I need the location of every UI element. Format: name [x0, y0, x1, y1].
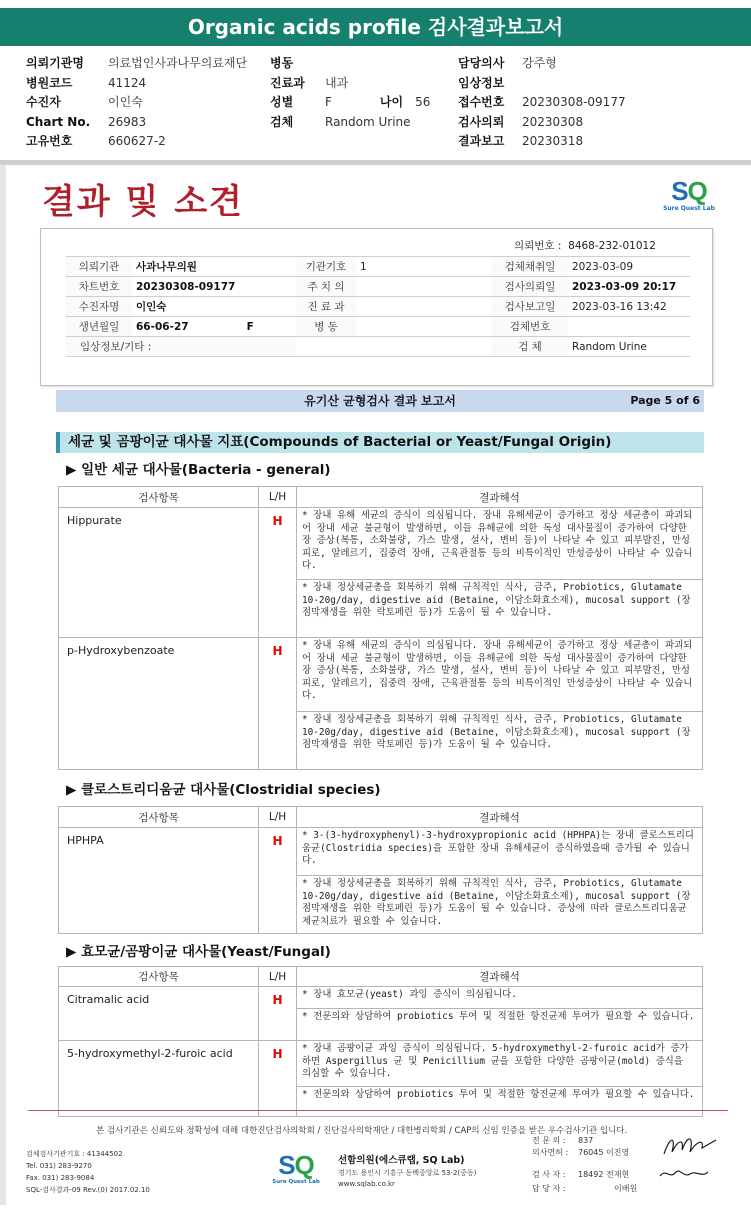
- info-value-empty: [296, 337, 492, 357]
- footer-signers: [532, 1135, 637, 1195]
- info-value: [356, 277, 492, 297]
- hdr-label: 결과보고: [458, 134, 505, 148]
- header-col3: [458, 54, 626, 152]
- logo-letter-s: S: [671, 176, 688, 206]
- info-value: [356, 317, 492, 337]
- page-rail: [0, 165, 6, 1205]
- hdr-value: 강주형: [522, 56, 557, 70]
- hdr-value: F: [325, 95, 332, 109]
- info-value: [132, 317, 296, 337]
- hdr-value: Random Urine: [325, 114, 411, 129]
- info-key: 검체번호: [492, 317, 568, 337]
- lh-flag: H: [259, 638, 297, 770]
- signer-label: 전 문 의 :: [532, 1136, 566, 1145]
- info-value: 2023-03-16 13:42: [568, 297, 690, 317]
- signer-label: 검 사 자 :: [532, 1170, 566, 1179]
- interpretation: * 장내 유해 세균의 증식이 의심됩니다. 장내 유해세균이 증가하고 정상 세균총이 파괴되어 장내 세균 불균형이 발생하면, 이들 유해균에 의한 독성 대사물질이 증가하여 다양한 장 증상(복통, 소화불량, 가스 발생, 설사, 변비 등)이 나타날 수 있고 피부발진, 만성피로, 알레르기, 집중력 장애, 근육관절통 등의 비특이적인 만성증상이 나타날 수 있습니다.: [297, 508, 703, 580]
- group-title: ▶ 효모균/곰팡이균 대사물(Yeast/Fungal): [66, 944, 331, 960]
- info-row: [66, 297, 690, 317]
- birthdate: 66-06-27: [136, 320, 189, 333]
- col-header: 결과해석: [297, 487, 703, 508]
- info-value: 2023-03-09: [568, 257, 690, 277]
- result-table: [58, 806, 703, 934]
- hdr-label: 고유번호: [26, 134, 73, 148]
- info-key: 검 체: [492, 337, 568, 357]
- fax: Fax. 031) 283-9084: [26, 1174, 95, 1182]
- table-row: [59, 828, 703, 876]
- hdr-value: 41124: [108, 75, 147, 90]
- recommendation: * 장내 정상세균총을 회복하기 위해 규칙적인 식사, 금주, Probiotics, Glutamate 10-20g/day, digestive aid (Betaine, 이담소화효소제), mucosal support (장점막재생을 위한 락토페린 등)가 도움이 될 수 있습니다.: [297, 580, 703, 638]
- info-value: 이인숙: [132, 297, 296, 317]
- page-bar: [56, 390, 704, 412]
- info-key: 차트번호: [66, 277, 132, 297]
- table-header-row: [59, 967, 703, 987]
- info-key: 검사의뢰일: [492, 277, 568, 297]
- patient-info-table: [66, 256, 690, 357]
- page-indicator: Page 5 of 6: [630, 394, 700, 407]
- hdr-label: 담당의사: [458, 56, 505, 70]
- org-address: 경기도 용인시 기흥구 동백중앙로 53-2(중동): [338, 1169, 477, 1177]
- lh-flag: H: [259, 1041, 297, 1117]
- hdr-label: 접수번호: [458, 95, 505, 109]
- signature-doctor: [660, 1130, 720, 1162]
- hdr-value: 의료법인사과나무의료재단: [108, 56, 248, 70]
- test-item: Hippurate: [59, 508, 259, 638]
- section-title: 결과 및 소견: [42, 182, 244, 222]
- table-header-row: [59, 807, 703, 828]
- lh-flag: H: [259, 828, 297, 934]
- test-item: p-Hydroxybenzoate: [59, 638, 259, 770]
- recommendation: * 전문의와 상담하여 probiotics 투여 및 적절한 항진균제 투여가 필요할 수 있습니다.: [297, 1087, 703, 1117]
- info-value: [356, 297, 492, 317]
- hdr-label: Chart No.: [26, 114, 91, 129]
- interpretation: * 장내 곰팡이균 과잉 증식이 의심됩니다. 5-hydroxymethyl-2-furoic acid가 증가하면 Aspergillus 균 및 Penicillium 균을 포함한 다양한 곰팡이균(mold) 증식을 의심할 수 있습니다.: [297, 1041, 703, 1087]
- footer-divider: [28, 1110, 728, 1111]
- signer-value: 76045 이진영: [578, 1148, 630, 1157]
- hdr-label: 의뢰기관명: [26, 56, 84, 70]
- age-value: 56: [415, 95, 431, 109]
- category-title: 세균 및 곰팡이균 대사물 지표(Compounds of Bacterial or Yeast/Fungal Origin): [56, 432, 704, 453]
- report-title: Organic acids profile 검사결과보고서: [0, 8, 751, 46]
- col-header: L/H: [259, 807, 297, 828]
- table-header-row: [59, 487, 703, 508]
- info-value: 사과나무의원: [132, 257, 296, 277]
- result-table: [58, 486, 703, 770]
- request-number-value: 8468-232-01012: [568, 240, 656, 252]
- hdr-label: 진료과: [270, 75, 305, 90]
- col-header: L/H: [259, 967, 297, 987]
- signer-value: 837: [578, 1136, 594, 1145]
- hdr-label: 검체: [270, 114, 294, 129]
- sq-logo: [662, 178, 716, 218]
- hdr-value: 내과: [325, 75, 349, 90]
- info-row: [66, 257, 690, 277]
- footer-contact: [26, 1148, 150, 1196]
- lh-flag: H: [259, 508, 297, 638]
- form-revision: SQL-검사결과-09 Rev.(0) 2017.02.10: [26, 1186, 150, 1194]
- institution-code: 검체검사기관기호 : 41344502: [26, 1150, 123, 1158]
- signer-label: 담 당 자 :: [532, 1184, 566, 1193]
- table-row: [59, 638, 703, 712]
- org-website: www.sqlab.co.kr: [338, 1180, 395, 1188]
- info-row: [66, 317, 690, 337]
- signer-value: 이배원: [614, 1184, 638, 1193]
- request-number-label: 의뢰번호 :: [514, 240, 562, 252]
- info-key: 기관기호: [296, 257, 356, 277]
- hdr-value: 20230308: [522, 114, 584, 129]
- group-title: ▶ 클로스트리디움균 대사물(Clostridial species): [66, 782, 381, 798]
- info-value: [568, 317, 690, 337]
- lh-flag: H: [259, 987, 297, 1041]
- hdr-value: 660627-2: [108, 134, 166, 148]
- hdr-label: 병원코드: [26, 75, 73, 90]
- signature-tester: [656, 1164, 712, 1184]
- hdr-label: 수진자: [26, 95, 61, 109]
- signer-label: 의사면허 :: [532, 1148, 569, 1157]
- info-key: 수진자명: [66, 297, 132, 317]
- hdr-label: 성별: [270, 95, 294, 109]
- test-item: Citramalic acid: [59, 987, 259, 1041]
- logo-letter-s: S: [278, 1150, 295, 1180]
- hdr-value: 20230308-09177: [522, 95, 626, 109]
- info-value: 1: [356, 257, 492, 277]
- info-key: 임상정보/기타 :: [66, 337, 296, 357]
- phone: Tel. 031) 283-9270: [26, 1162, 92, 1170]
- hdr-label: 병동: [270, 56, 294, 70]
- info-key: 검체채취일: [492, 257, 568, 277]
- info-row: [66, 337, 690, 357]
- recommendation: * 장내 정상세균총을 회복하기 위해 규칙적인 식사, 금주, Probiotics, Glutamate 10-20g/day, digestive aid (Betaine, 이담소화효소제), mucosal support (장점막재생을 위한 락토페린 등)가 도움이 될 수 있습니다. 증상에 따라 클로스트리디움균 제균치료가 필요할 수 있습니다.: [297, 876, 703, 934]
- table-row: [59, 987, 703, 1009]
- recommendation: * 전문의와 상담하여 probiotics 투여 및 적절한 항진균제 투여가 필요할 수 있습니다.: [297, 1009, 703, 1041]
- logo-letter-q: Q: [294, 1150, 314, 1180]
- footer-org: [338, 1154, 476, 1190]
- info-key: 의뢰기관: [66, 257, 132, 277]
- info-value: 2023-03-09 20:17: [568, 277, 690, 297]
- header-col1: [26, 54, 247, 152]
- recommendation: * 장내 정상세균총을 회복하기 위해 규칙적인 식사, 금주, Probiotics, Glutamate 10-20g/day, digestive aid (Betaine, 이담소화효소제), mucosal support (장점막재생을 위한 락토페린 등)가 도움이 될 수 있습니다.: [297, 712, 703, 770]
- age-label: 나이: [379, 95, 404, 109]
- info-key: 검사보고일: [492, 297, 568, 317]
- logo-caption: Sure Quest Lab: [663, 205, 715, 212]
- info-key: 생년월일: [66, 317, 132, 337]
- col-header: 결과해석: [297, 967, 703, 987]
- table-row: [59, 1041, 703, 1087]
- table-row: [59, 508, 703, 580]
- col-header: 결과해석: [297, 807, 703, 828]
- test-item: 5-hydroxymethyl-2-furoic acid: [59, 1041, 259, 1117]
- info-key: 병 동: [296, 317, 356, 337]
- interpretation: * 장내 효모균(yeast) 과잉 증식이 의심됩니다.: [297, 987, 703, 1009]
- info-row: [66, 277, 690, 297]
- page-bar-title: 유기산 균형검사 결과 보고서: [304, 394, 456, 408]
- col-header: 검사항목: [59, 967, 259, 987]
- hdr-value: 20230318: [522, 134, 584, 148]
- logo-letter-q: Q: [687, 176, 707, 206]
- hdr-label: 임상정보: [458, 75, 505, 90]
- logo-caption: Sure Quest Lab: [272, 1179, 320, 1185]
- header-divider: [0, 160, 751, 165]
- info-key: 주 치 의: [296, 277, 356, 297]
- col-header: 검사항목: [59, 807, 259, 828]
- group-title: ▶ 일반 세균 대사물(Bacteria - general): [66, 462, 331, 478]
- test-item: HPHPA: [59, 828, 259, 934]
- sex: F: [246, 320, 254, 333]
- hdr-value: 이인숙: [108, 95, 143, 109]
- col-header: 검사항목: [59, 487, 259, 508]
- interpretation: * 3-(3-hydroxyphenyl)-3-hydroxypropionic acid (HPHPA)는 장내 클로스트리디움균(Clostridia species)을 포함한 장내 유해세균이 증식하였을때 증가될 수 있습니다.: [297, 828, 703, 876]
- signer-value: 18492 전재현: [578, 1170, 630, 1179]
- hdr-label: 검사의뢰: [458, 114, 505, 129]
- request-number: [514, 238, 656, 253]
- col-header: L/H: [259, 487, 297, 508]
- info-value: 20230308-09177: [132, 277, 296, 297]
- result-table: [58, 966, 703, 1117]
- org-name: 선함의원(에스큐랩, SQ Lab): [338, 1155, 465, 1166]
- hdr-value: 26983: [108, 114, 147, 129]
- info-key: 진 료 과: [296, 297, 356, 317]
- interpretation: * 장내 유해 세균의 증식이 의심됩니다. 장내 유해세균이 증가하고 정상 세균총이 파괴되어 장내 세균 불균형이 발생하면, 이들 유해균에 의한 독성 대사물질이 증가하여 다양한 장 증상(복통, 소화불량, 가스 발생, 설사, 변비 등)이 나타날 수 있고 피부발진, 만성피로, 알레르기, 집중력 장애, 근육관절통 등의 비특이적인 만성증상이 나타날 수 있습니다.: [297, 638, 703, 712]
- footer-sq-logo: [272, 1152, 320, 1186]
- header-col2: [270, 54, 430, 132]
- certification-text: 본 검사기관은 신뢰도와 정확성에 대해 대한진단검사의학회 / 진단검사의학재단 / 대한병리학회 / CAP의 신임 인증을 받은 우수검사기관 입니다.: [96, 1126, 628, 1136]
- info-value: Random Urine: [568, 337, 690, 357]
